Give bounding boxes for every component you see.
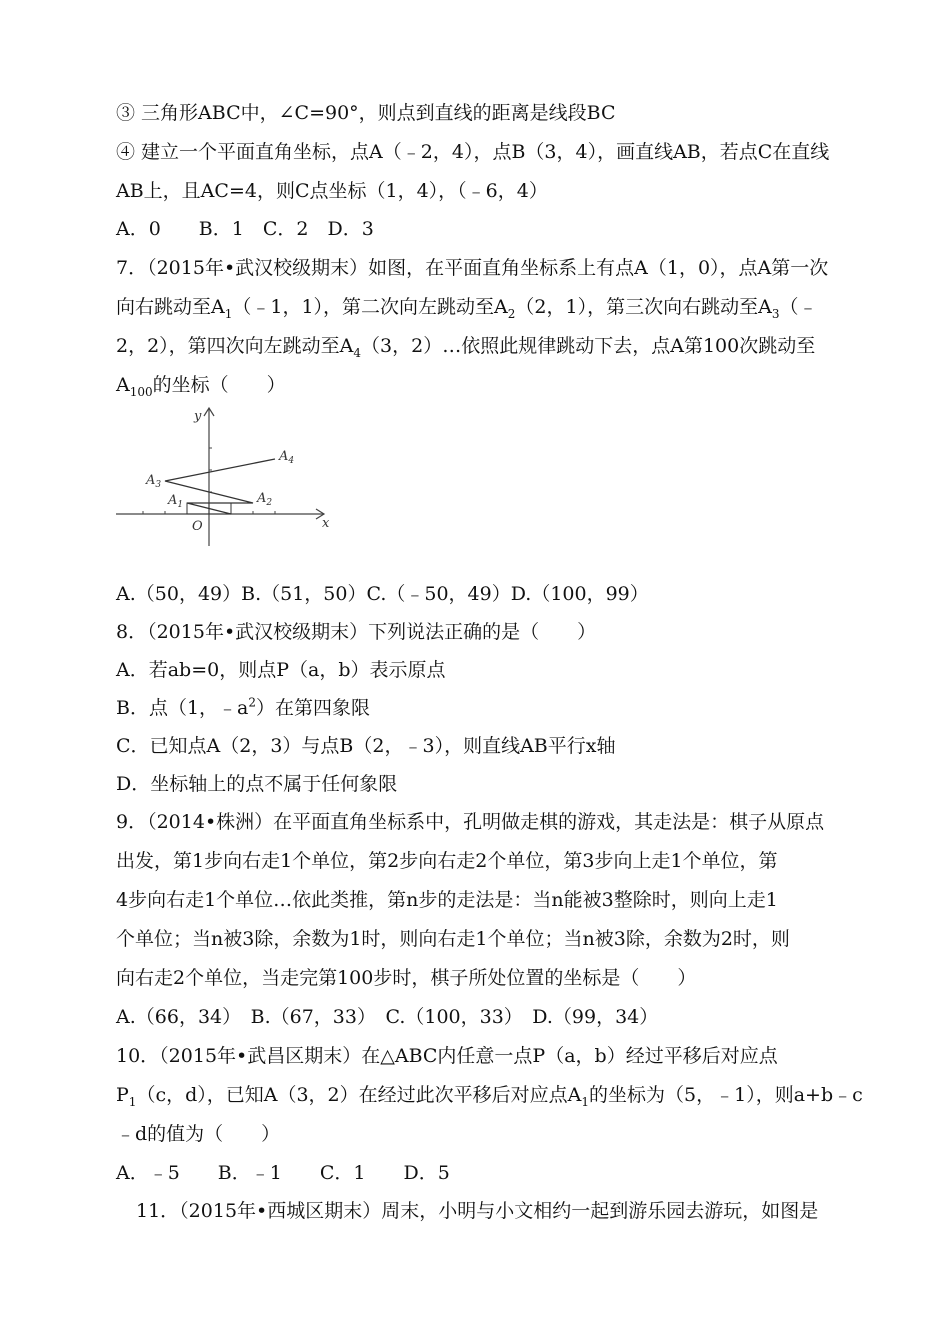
answer-options-6: A．0 B．1 C．2 D．3 — [116, 218, 374, 240]
question-9-line-5: 向右走2个单位，当走完第100步时，棋子所处位置的坐标是（ ） — [116, 967, 697, 989]
text-segment: （﹣1，1），第二次向左跳动至A — [232, 296, 508, 318]
question-7-line-1: 7．（2015年•武汉校级期末）如图，在平面直角坐标系上有点A（1，0），点A第一次 — [116, 257, 829, 279]
question-7-line-3 — [116, 333, 815, 359]
subscript: 1 — [581, 1094, 590, 1109]
text-segment: 向右跳动至A — [116, 296, 225, 318]
text-segment: A — [116, 374, 130, 396]
option-8-b — [116, 695, 370, 721]
text-segment: （﹣ — [779, 296, 818, 318]
option-8-d: D．坐标轴上的点不属于任何象限 — [116, 773, 398, 795]
question-10-line-2 — [116, 1082, 863, 1108]
question-11-line-1: 11．（2015年•西城区期末）周末，小明与小文相约一起到游乐园去游玩，如图是 — [136, 1200, 819, 1222]
text-segment: （2，1），第三次向右跳动至A — [515, 296, 772, 318]
subscript: 1 — [128, 1094, 137, 1109]
a1-label-sub: 1 — [177, 500, 184, 510]
answer-options-9: A.（66，34） B.（67，33） C.（100，33） D.（99，34） — [116, 1006, 659, 1028]
subscript: 100 — [129, 384, 153, 399]
text-segment: 2，2），第四次向左跳动至A — [116, 335, 354, 357]
a3-label — [145, 473, 161, 490]
subscript: 1 — [224, 306, 233, 321]
text-line-2: ④ 建立一个平面直角坐标，点A（﹣2，4），点B（3，4），画直线AB，若点C在直线 — [116, 141, 830, 163]
y-axis-label: y — [194, 409, 202, 424]
subscript: 2 — [507, 306, 516, 321]
question-7-line-2 — [116, 294, 817, 320]
a1-label-main: A — [168, 493, 178, 508]
text-line-3: AB上，且AC=4，则C点坐标（1，4），（﹣6，4） — [116, 180, 548, 202]
question-9-line-4: 个单位；当n被3除，余数为1时，则向右走1个单位；当n被3除，余数为2时，则 — [116, 928, 790, 950]
subscript: 4 — [353, 345, 362, 360]
a4-label — [278, 449, 294, 466]
text-segment: P — [116, 1084, 129, 1106]
a4-label-sub: 4 — [288, 456, 295, 466]
answer-options-7: A.（50，49）B.（51，50）C.（﹣50，49）D.（100，99） — [116, 583, 649, 605]
a3-label-main: A — [146, 473, 156, 488]
coordinate-graph — [112, 400, 342, 552]
text-segment: （c，d），已知A（3，2）在经过此次平移后对应点A — [136, 1084, 582, 1106]
superscript: 2 — [248, 695, 257, 710]
origin-label: O — [192, 519, 203, 534]
text-segment: 的坐标（ ） — [152, 374, 286, 396]
question-10-line-1: 10．（2015年•武昌区期末）在△ABC内任意一点P（a，b）经过平移后对应点 — [116, 1045, 778, 1067]
text-segment: B．点（1，﹣a — [116, 697, 249, 719]
question-9-line-3: 4步向右走1个单位…依此类推，第n步的走法是：当n能被3整除时，则向上走1 — [116, 889, 778, 911]
a2-label — [256, 491, 272, 508]
question-8-line-1: 8．（2015年•武汉校级期末）下列说法正确的是（ ） — [116, 621, 597, 643]
question-7-line-4 — [116, 372, 286, 398]
a1-label — [167, 493, 183, 510]
question-9-line-1: 9．（2014•株洲）在平面直角坐标系中，孔明做走棋的游戏，其走法是：棋子从原点 — [116, 811, 825, 833]
text-segment: 的坐标为（5，﹣1），则a+b﹣c — [589, 1084, 863, 1106]
x-axis-label: x — [322, 516, 330, 531]
option-8-a: A．若ab=0，则点P（a，b）表示原点 — [116, 659, 446, 681]
option-8-c: C．已知点A（2，3）与点B（2，﹣3），则直线AB平行x轴 — [116, 735, 616, 757]
question-9-line-2: 出发，第1步向右走1个单位，第2步向右走2个单位，第3步向上走1个单位，第 — [116, 850, 778, 872]
text-line-1: ③ 三角形ABC中，∠C=90°，则点到直线的距离是线段BC — [116, 102, 616, 124]
a4-label-main: A — [279, 449, 289, 464]
subscript: 3 — [771, 306, 780, 321]
a2-label-main: A — [257, 491, 267, 506]
text-segment: ）在第四象限 — [256, 697, 371, 719]
a3-label-sub: 3 — [155, 480, 162, 490]
question-10-line-3: ﹣d的值为（ ） — [116, 1123, 281, 1145]
answer-options-10: A．﹣5 B．﹣1 C．1 D．5 — [116, 1162, 450, 1184]
a2-label-sub: 2 — [266, 498, 273, 508]
text-segment: （3，2）…依照此规律跳动下去，点A第100次跳动至 — [361, 335, 816, 357]
